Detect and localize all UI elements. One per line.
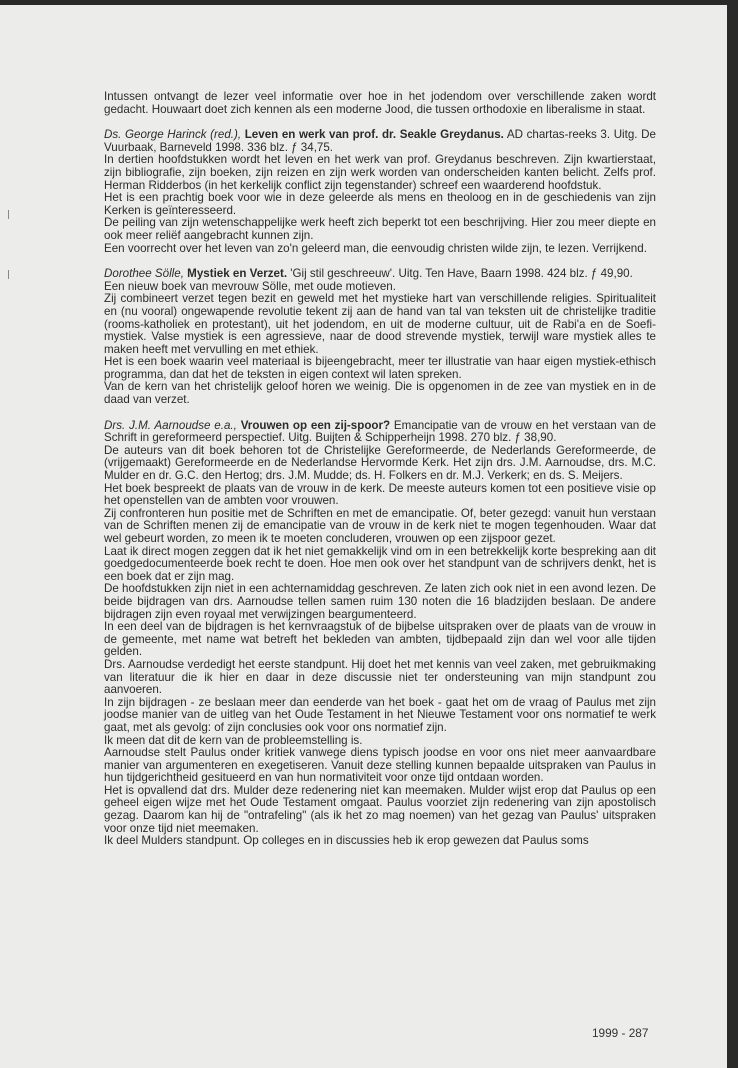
book-details: Emancipatie van de vrouw en het verstaan van de Schrift in gereformeerd perspectief. Uitg. Buijten & Schipperheijn 1998. 270 blz. ƒ 38,90. <box>104 418 656 445</box>
review-paragraph: Het is opvallend dat drs. Mulder deze redenering niet kan meemaken. Mulder wijst erop dat Paulus op een geheel eigen wijze met het Oude Testament omgaat. Paulus voorziet zijn redenering van zijn apostolisch gezag. Daarom kan hij de "ontrafeling" (als ik het zo mag noemen) van het gezag van Paulus' uitspraken voor onze tijd niet meemaken. <box>104 783 656 835</box>
review-paragraph: Het is een prachtig boek voor wie in deze geleerde als mens en theoloog en in de geschiedenis van zijn Kerken is geïnteresseerd. <box>104 191 656 217</box>
review-paragraph: Zij combineert verzet tegen bezit en geweld met het mystieke hart van verschillende religies. Spiritualiteit en (nu vooral) ongewapende revolutie tekent zij aan de hand van tal van teksten uit de christelijke traditie (rooms-katholiek en protestant), uit het jodendom, en uit de moderne cultuur, uit de Rabi'a en de Soefi-mystiek. Valse mystiek is een agressieve, naar de dood strevende mystiek, terwijl ware mystiek alles te maken heeft met vervulling en met ethiek. <box>104 292 656 356</box>
review-solle <box>104 268 656 407</box>
review-paragraph: In zijn bijdragen - ze beslaan meer dan eenderde van het boek - gaat het om de vraag of Paulus met zijn joodse manier van de uitleg van het Oude Testament in het Nieuwe Testament voor ons normatief te werk gaat, met als gevolg: of zijn conclusies ook voor ons normatief zijn. <box>104 695 656 734</box>
book-details: AD chartas-reeks 3. Uitg. De Vuurbaak, Barneveld 1998. 336 blz. ƒ 34,75. <box>104 128 656 154</box>
review-paragraph: Het is een boek waarin veel materiaal is bijeengebracht, meer ter illustratie van haar eigen mystiek-ethisch programma, dan dat het de teksten in eigen context wil laten spreken. <box>104 355 656 381</box>
review-heading <box>104 420 656 445</box>
review-aarnoudse <box>104 420 656 848</box>
review-paragraph: Het boek bespreekt de plaats van de vrouw in de kerk. De meeste auteurs komen tot een positieve visie op het openstellen van de ambten voor vrouwen. <box>104 481 656 508</box>
review-paragraph: Ik meen dat dit de kern van de probleemstelling is. <box>104 733 363 747</box>
article-text <box>104 91 656 848</box>
margin-mark <box>8 210 9 219</box>
review-heading <box>104 129 656 154</box>
review-paragraph: Een nieuw boek van mevrouw Sölle, met oude motieven. <box>104 279 396 293</box>
review-paragraph: Ik deel Mulders standpunt. Op colleges en in discussies heb ik erop gewezen dat Paulus soms <box>104 834 589 848</box>
review-paragraph: In dertien hoofdstukken wordt het leven en het werk van prof. Greydanus beschreven. Zijn kwartierstaat, zijn bibliografie, zijn boeken, zijn reizen en zijn werk worden van onderscheiden kanten belicht. Zelfs prof. Herman Ridderbos (in het kerkelijk conflict zijn tegenstander) schreef een waarderend hoofdstuk. <box>104 153 656 192</box>
review-greydanus <box>104 129 656 255</box>
intro-paragraph: Intussen ontvangt de lezer veel informatie over hoe in het jodendom over verschillende zaken wordt gedacht. Houwaart doet zich kennen als een moderne Jood, die tussen orthodoxie en liberalisme in staat. <box>104 90 656 116</box>
review-paragraph: De auteurs van dit boek behoren tot de Christelijke Gereformeerde, de Nederlands Gereformeerde, de (vrijgemaakt) Gereformeerde en de Nederlandse Hervormde Kerk. Het zijn drs. J.M. Aarnoudse, drs. M.C. Mulder en dr. G.C. den Hertog; drs. J.M. Mudde; ds. H. Folkers en dr. M.J. Verkerk; en ds. S. Meijers. <box>104 443 656 483</box>
book-title: Vrouwen op een zij-spoor? <box>240 418 391 432</box>
review-paragraph: De peiling van zijn wetenschappelijke werk heeft zich beperkt tot een beschrijving. Hier zou meer diepte en ook meer reliëf aangebracht kunnen zijn. <box>104 216 656 242</box>
review-paragraph: De hoofdstukken zijn niet in een achternamiddag geschreven. Ze laten zich ook niet in een avond lezen. De beide bijdragen van drs. Aarnoudse tellen samen ruim 130 noten die 16 bladzijden beslaan. De andere bijdragen zijn even royaal met verwijzingen beargumenteerd. <box>104 582 656 621</box>
review-paragraph: Drs. Aarnoudse verdedigt het eerste standpunt. Hij doet het met kennis van veel zaken, met gebruikmaking van literatuur die ik hier en daar in deze discussie niet ter ondersteuning van mijn standpunt zou aanvoeren. <box>104 657 656 697</box>
review-paragraph: Laat ik direct mogen zeggen dat ik het niet gemakkelijk vind om in een betrekkelijk korte bespreking aan dit goedgedocumenteerde boek recht te doen. Hoe men ook over het standpunt van de schrijvers denkt, het is een boek dat er zijn mag. <box>104 544 656 583</box>
margin-mark <box>8 270 9 279</box>
review-paragraph: Zij confronteren hun positie met de Schriften en met de emancipatie. Of, beter gezegd: vanuit hun verstaan van de Schriften menen zij de emancipatie van de vrouw in de kerk niet te mogen tegenhouden. Waar dat wel gebeurt worden, zo meen ik te moeten concluderen, vrouwen op een zijspoor gezet. <box>104 506 656 545</box>
review-paragraph: Aarnoudse stelt Paulus onder kritiek vanwege diens typisch joodse en voor ons niet meer aanvaardbare manier van argumenteren en exegetiseren. Vanuit deze stelling kunnen bepaalde uitspraken van Paulus in hun tijdgerichtheid gesitueerd en van hun normativiteit voor onze tijd ontdaan worden. <box>104 746 656 785</box>
review-author: Ds. George Harinck (red.), <box>104 128 242 142</box>
book-details: 'Gij stil geschreeuw'. Uitg. Ten Have, Baarn 1998. 424 blz. ƒ 49,90. <box>290 267 633 281</box>
book-title: Mystiek en Verzet. <box>187 267 288 281</box>
review-paragraph: Van de kern van het christelijk geloof horen we weinig. Die is opgenomen in de zee van mystiek en in de daad van verzet. <box>104 380 656 407</box>
review-paragraph: Een voorrecht over het leven van zo'n geleerd man, die eenvoudig christen wilde zijn, te lezen. Verrijkend. <box>104 241 647 255</box>
review-author: Drs. J.M. Aarnoudse e.a., <box>104 418 237 432</box>
document-page <box>0 5 727 1068</box>
review-heading <box>104 268 656 281</box>
page-number: 1999 - 287 <box>592 1026 649 1040</box>
review-author: Dorothee Sölle, <box>104 267 184 281</box>
review-paragraph: In een deel van de bijdragen is het kernvraagstuk of de bijbelse uitspraken over de plaats van de vrouw in de gemeente, met name wat betreft het bekleden van ambten, tijdbepaald zijn dan wel voor alle tijden gelden. <box>104 620 656 659</box>
book-title: Leven en werk van prof. dr. Seakle Greydanus. <box>244 128 504 142</box>
